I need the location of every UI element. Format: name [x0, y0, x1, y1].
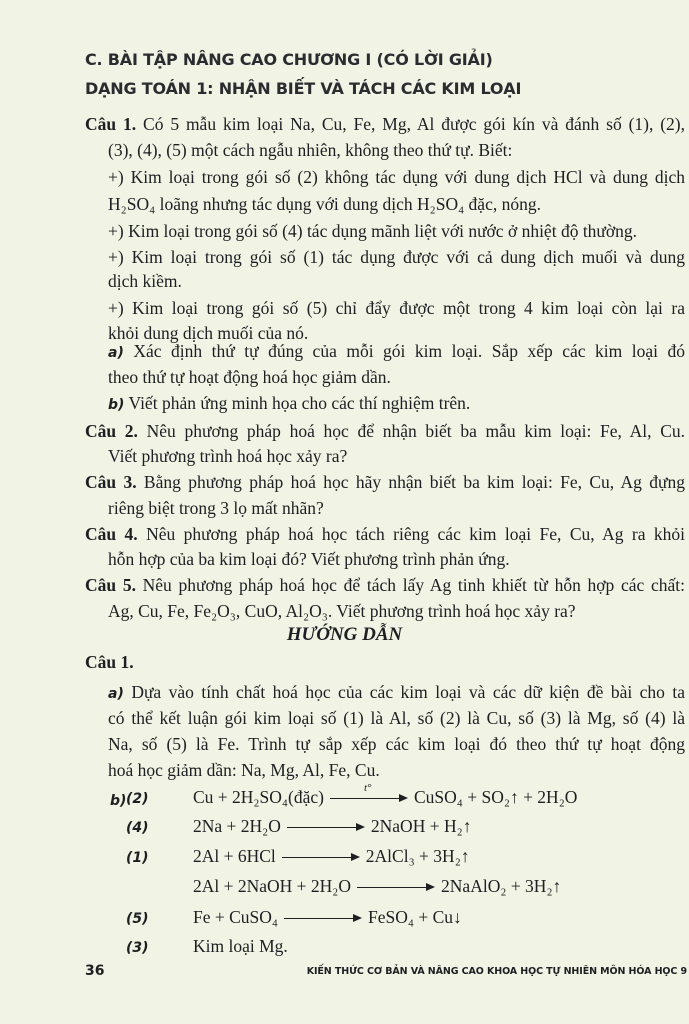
q1-a-label: a) [108, 345, 124, 361]
equation-number: (3) [126, 940, 149, 956]
page-number: 36 [85, 963, 105, 979]
equation-reactants: 2Na + 2H₂O [193, 816, 281, 836]
q5-line-0 [85, 574, 685, 596]
guide-a-line-2: Na, số (5) là Fe. Trình tự sắp xếp các kim loại đó theo thứ tự hoạt động [108, 734, 685, 754]
q1-a-line-0 [108, 340, 685, 364]
q3-line-1: riêng biệt trong 3 lọ mất nhãn? [108, 498, 324, 518]
q5-line-1: Ag, Cu, Fe, Fe₂O₃, CuO, Al₂O₃. Viết phương trình hoá học xảy ra? [108, 601, 576, 621]
arrow-icon [357, 887, 435, 889]
q1-line-1: (3), (4), (5) một cách ngẫu nhiên, không theo thứ tự. Biết: [108, 140, 513, 160]
q1-line-8: khỏi dung dịch muối của nó. [108, 323, 309, 343]
equation-reactants: 2Al + 6HCl [193, 846, 276, 866]
book-title: KIẾN THỨC CƠ BẢN VÀ NÂNG CAO KHOA HỌC TỰ NHIÊN MÔN HÓA HỌC 9 [306, 966, 687, 977]
q4-label: Câu 4. [85, 524, 138, 544]
q1-b-text: Viết phản ứng minh họa cho các thí nghiệm trên. [128, 393, 471, 413]
equation-number: (2) [126, 791, 149, 807]
equation-number: (5) [126, 911, 149, 927]
q1-label: Câu 1. [85, 114, 137, 134]
q1-line-3: H₂SO₄ loãng nhưng tác dụng với dung dịch H₂SO₄ đặc, nóng. [108, 194, 541, 214]
q4-line-1: hỗn hợp của ba kim loại đó? Viết phương trình phản ứng. [108, 549, 510, 569]
equation-reactants: 2Al + 2NaOH + 2H₂O [193, 876, 352, 896]
arrow-icon [287, 827, 365, 829]
q1-line-0 [85, 113, 685, 135]
q1-line-2: +) Kim loại trong gói số (2) không tác dụng với dung dịch HCl và dung dịch [108, 167, 685, 187]
q1-a-line-1: theo thứ tự hoạt động hoá học giảm dần. [108, 367, 391, 387]
q4-text: Nêu phương pháp hoá học tách riêng các kim loại Fe, Cu, Ag ra khỏi [146, 524, 686, 544]
guide-a-line-0 [108, 681, 685, 705]
q5-label: Câu 5. [85, 575, 136, 595]
q2-label: Câu 2. [85, 421, 138, 441]
equation-reactants: Cu + 2H₂SO₄(đặc) [193, 787, 324, 807]
guide-b-label: b) [110, 793, 127, 809]
equation-number: (1) [126, 850, 149, 866]
type-heading: DẠNG TOÁN 1: NHẬN BIẾT VÀ TÁCH CÁC KIM LOẠI [85, 79, 522, 98]
equation-products: 2AlCl₃ + 3H₂↑ [365, 846, 470, 866]
equation-products: FeSO₄ + Cu↓ [368, 907, 462, 927]
equation-reactants: Fe + CuSO₄ [193, 907, 279, 927]
guide-a-line-1: có thể kết luận gói kim loại số (1) là Al, số (2) là Cu, số (3) là Mg, số (4) là [108, 708, 685, 728]
equation-products: 2NaOH + H₂↑ [370, 816, 472, 836]
equation-text: Kim loại Mg. [193, 936, 288, 956]
equation-products: 2NaAlO₂ + 3H₂↑ [441, 876, 562, 896]
condition: t° [363, 781, 372, 794]
section-heading: C. BÀI TẬP NÂNG CAO CHƯƠNG I (CÓ LỜI GIẢI) [85, 50, 493, 69]
q1-line-6: dịch kiềm. [108, 271, 182, 291]
arrow-icon [284, 918, 362, 920]
q1-line-5: +) Kim loại trong gói số (1) tác dụng được với cả dung dịch muối và dung [108, 247, 685, 267]
q1-line-4: +) Kim loại trong gói số (4) tác dụng mãnh liệt với nước ở nhiệt độ thường. [108, 221, 638, 241]
arrow-icon [282, 857, 360, 859]
q1-line-7: +) Kim loại trong gói số (5) chỉ đẩy được một trong 4 kim loại còn lại ra [108, 298, 685, 318]
arrow-icon [330, 781, 408, 800]
guide-q1-label: Câu 1. [85, 652, 134, 672]
guide-a-line-3: hoá học giảm dần: Na, Mg, Al, Fe, Cu. [108, 760, 380, 780]
equation-number: (4) [126, 820, 149, 836]
q1-text: Có 5 mẫu kim loại Na, Cu, Fe, Mg, Al được gói kín và đánh số (1), (2), [143, 114, 686, 134]
q1-b-line [108, 392, 470, 416]
equation-products: CuSO₄ + SO₂↑ + 2H₂O [413, 787, 578, 807]
q5-text: Nêu phương pháp hoá học để tách lấy Ag tinh khiết từ hỗn hợp các chất: [142, 575, 685, 595]
q3-line-0 [85, 471, 685, 493]
q3-label: Câu 3. [85, 472, 137, 492]
q2-line-1: Viết phương trình hoá học xảy ra? [108, 446, 348, 466]
guide-a-text: Dựa vào tính chất hoá học của các kim loại và các dữ kiện đề bài cho ta [131, 682, 686, 702]
q1-a-text: Xác định thứ tự đúng của mỗi gói kim loại. Sắp xếp các kim loại đó [133, 341, 685, 361]
guide-a-label: a) [108, 686, 124, 702]
q3-text: Bằng phương pháp hoá học hãy nhận biết ba kim loại: Fe, Cu, Ag đựng [143, 472, 686, 492]
q4-line-0 [85, 523, 685, 545]
q1-b-label: b) [108, 397, 125, 413]
q2-line-0 [85, 420, 685, 442]
q2-text: Nêu phương pháp hoá học để nhận biết ba mẫu kim loại: Fe, Al, Cu. [146, 421, 686, 441]
guide-title: HƯỚNG DẪN [286, 624, 403, 645]
